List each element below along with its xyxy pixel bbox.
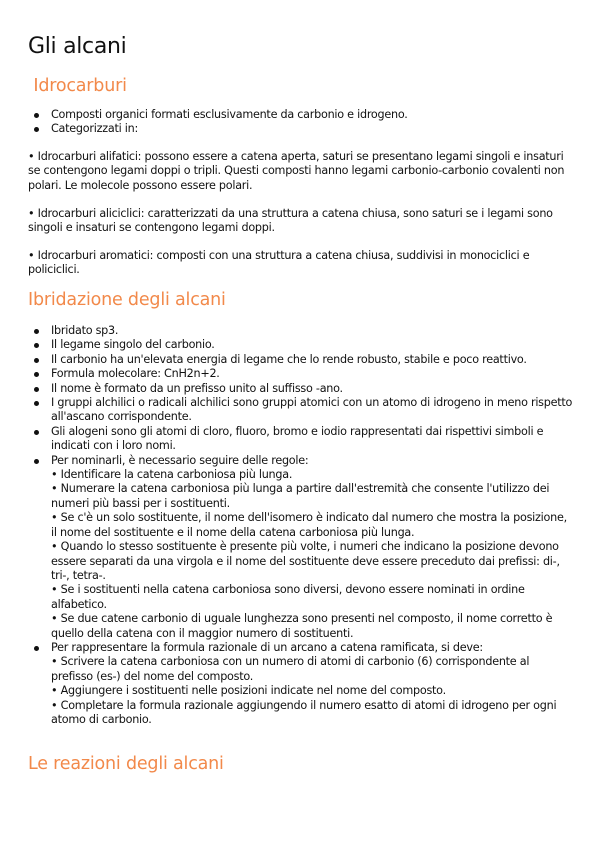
list-item-naming-rules	[28, 454, 573, 641]
bullet-icon	[34, 358, 39, 363]
bullet-icon	[34, 387, 39, 392]
list-item: Il legame singolo del carbonio.	[28, 338, 573, 352]
naming-rule: • Se c'è un solo sostituente, il nome dell'isomero è indicato dal numero che mostra la posizione, il nome del sostituente e il nome della catena carboniosa più lunga.	[51, 511, 567, 539]
list-item: Ibridato sp3.	[28, 324, 573, 338]
bullet-icon	[34, 401, 39, 406]
list-item-formula-steps	[28, 641, 573, 727]
page-title: Gli alcani	[28, 34, 127, 59]
naming-rule: • Quando lo stesso sostituente è presente più volte, i numeri che indicano la posizione devono essere separati da una virgola e il nome del sostituente deve essere preceduto dai prefissi: di-, tri-, tetra-.	[51, 540, 560, 582]
list-item: Formula molecolare: CnH2n+2.	[28, 367, 573, 381]
section-heading-reazioni: Le reazioni degli alcani	[28, 754, 224, 774]
naming-rule: • Se due catene carbonio di uguale lunghezza sono presenti nel composto, il nome corretto è quello della catena con il maggior numero di sostituenti.	[51, 612, 553, 640]
bullet-icon	[34, 127, 39, 132]
bullet-icon	[34, 329, 39, 334]
list-item: Categorizzati in:	[28, 122, 573, 136]
naming-rule: • Se i sostituenti nella catena carboniosa sono diversi, devono essere nominati in ordine alfabetico.	[51, 583, 525, 611]
ibridazione-bullet-list	[28, 324, 573, 727]
bullet-icon	[34, 459, 39, 464]
formula-intro: Per rappresentare la formula razionale di un arcano a catena ramificata, si deve:	[51, 640, 483, 654]
bullet-icon	[34, 343, 39, 348]
paragraph-aliciclici: • Idrocarburi aliciclici: caratterizzati da una struttura a catena chiusa, sono saturi se i legami sono singoli e insaturi se contengono legami doppi.	[28, 207, 553, 235]
formula-step: • Scrivere la catena carboniosa con un numero di atomi di carbonio (6) corrispondente al prefisso (es-) del nome del composto.	[51, 655, 530, 683]
naming-rule: • Identificare la catena carboniosa più lunga.	[51, 468, 293, 482]
naming-rules-intro: Per nominarli, è necessario seguire delle regole:	[51, 453, 309, 467]
list-item: Gli alogeni sono gli atomi di cloro, fluoro, bromo e iodio rappresentati dai rispettivi simboli e indicati con i loro nomi.	[28, 425, 573, 454]
bullet-icon	[34, 113, 39, 118]
list-item: Il nome è formato da un prefisso unito al suffisso -ano.	[28, 382, 573, 396]
bullet-icon	[34, 372, 39, 377]
section-heading-idrocarburi: Idrocarburi	[28, 76, 127, 96]
list-item: Il carbonio ha un'elevata energia di legame che lo rende robusto, stabile e poco reattivo.	[28, 353, 573, 367]
paragraph-aromatici: • Idrocarburi aromatici: composti con una struttura a catena chiusa, suddivisi in monociclici e policiclici.	[28, 249, 530, 277]
list-item: I gruppi alchilici o radicali alchilici sono gruppi atomici con un atomo di idrogeno in meno rispetto all'ascano corrispondente.	[28, 396, 573, 425]
naming-rule: • Numerare la catena carboniosa più lunga a partire dall'estremità che consente l'utilizzo dei numeri più bassi per i sostituenti.	[51, 482, 550, 510]
section-heading-ibridazione: Ibridazione degli alcani	[28, 290, 226, 310]
formula-step: • Completare la formula razionale aggiungendo il numero esatto di atomi di idrogeno per ogni atomo di carbonio.	[51, 698, 557, 726]
bullet-icon	[34, 646, 39, 651]
paragraph-alifatici: • Idrocarburi alifatici: possono essere a catena aperta, saturi se presentano legami singoli e insaturi se contengono legami doppi o tripli. Questi composti hanno legami carbonio-carbonio covalenti non polari. Le molecole possono essere polari.	[28, 150, 565, 192]
bullet-icon	[34, 430, 39, 435]
formula-step: • Aggiungere i sostituenti nelle posizioni indicate nel nome del composto.	[51, 684, 446, 698]
list-item: Composti organici formati esclusivamente da carbonio e idrogeno.	[28, 108, 573, 122]
idrocarburi-bullet-list	[28, 108, 573, 137]
